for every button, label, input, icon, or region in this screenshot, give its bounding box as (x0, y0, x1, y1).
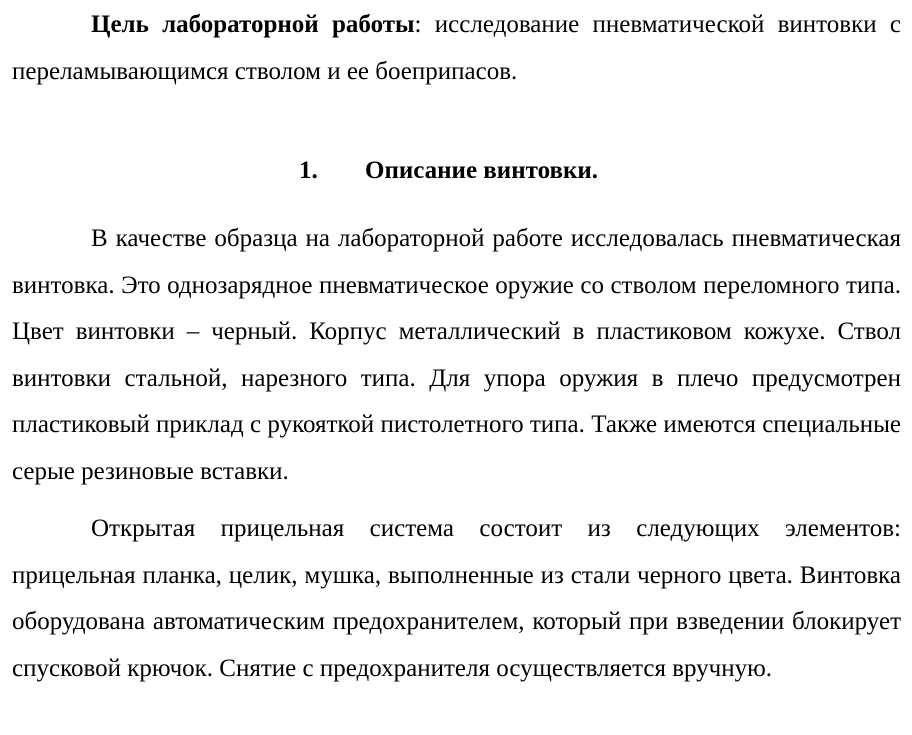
section-number: 1. (299, 157, 318, 184)
section-heading (12, 148, 901, 194)
goal-text: : исследование пневматической винтовки с переламывающимся стволом и ее боеприпасов. (12, 11, 901, 85)
goal-paragraph (12, 2, 901, 95)
description-paragraph: В качестве образца на лабораторной работе исследовалась пневматическая винтовка. Это однозарядное пневматическое оружие со стволом переломного типа. Цвет винтовки – черный. Корпус металлический в пластиковом кожухе. Ствол винтовки стальной, нарезного типа. Для упора оружия в плечо предусмотрен пластиковый приклад с рукояткой пистолетного типа. Также имеются специальные серые резиновые вставки. (12, 225, 901, 485)
section-title: Описание винтовки. (365, 157, 599, 184)
goal-label: Цель лабораторной работы (91, 11, 415, 38)
document-page (12, 0, 901, 692)
sight-system-paragraph: Открытая прицельная система состоит из следующих элементов: прицельная планка, целик, мушка, выполненные из стали черного цвета. Винтовка оборудована автоматическим предохранителем, который при взведении блокирует спусковой крючок. Снятие с предохранителя осуществляется вручную. (12, 515, 901, 682)
